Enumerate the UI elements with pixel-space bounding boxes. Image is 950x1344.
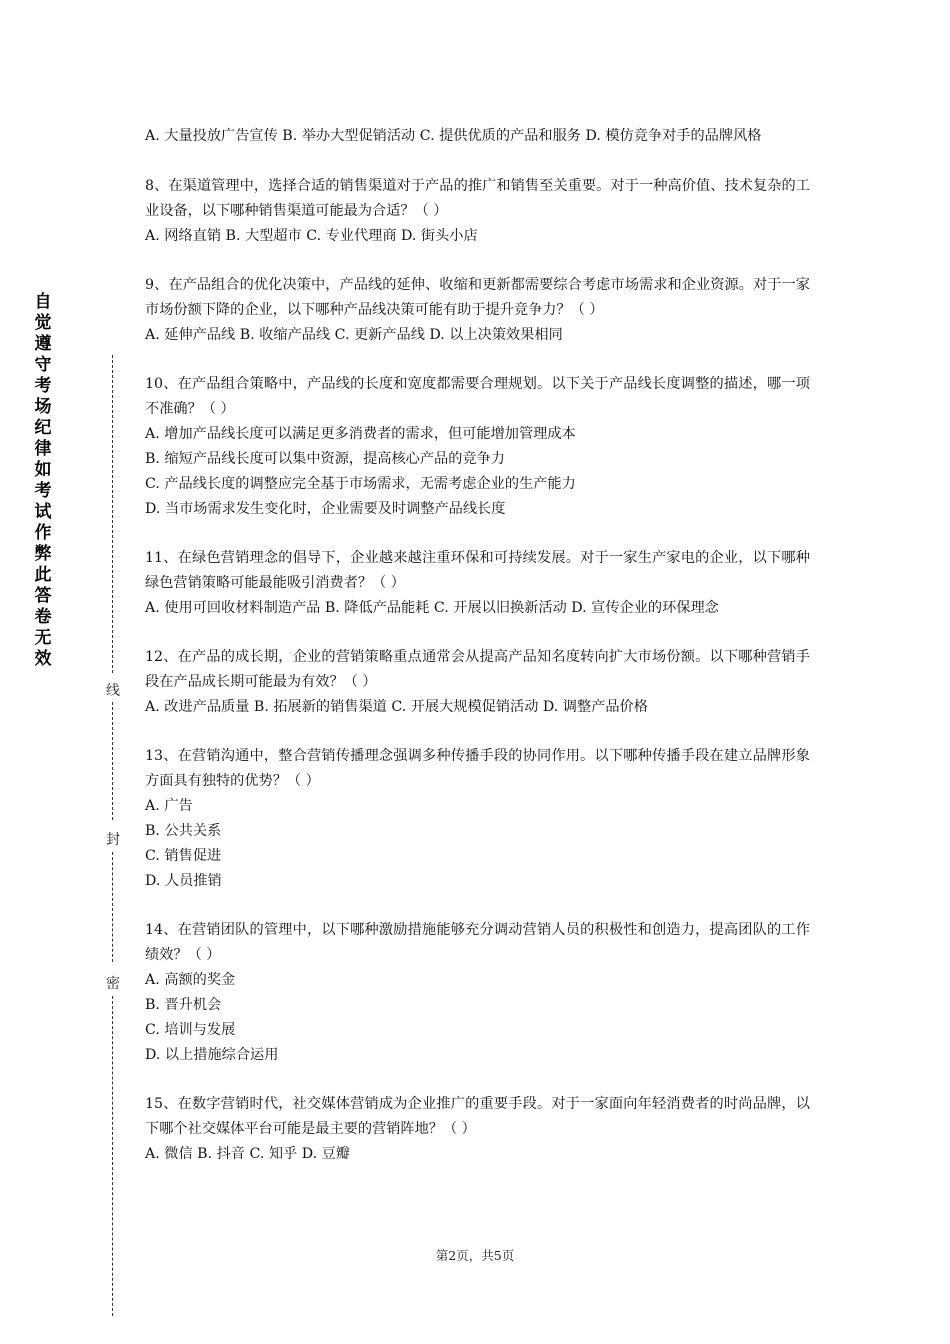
question-12	[145, 645, 810, 720]
notice-char: 此	[34, 565, 52, 585]
exam-discipline-notice	[32, 292, 54, 670]
option-d: D. 当市场需求发生变化时，企业需要及时调整产品线长度	[145, 501, 506, 517]
option-b: B. 晋升机会	[145, 997, 222, 1013]
option-b: B. 缩短产品线长度可以集中资源，提高核心产品的竞争力	[145, 451, 505, 467]
notice-char: 如	[34, 460, 52, 480]
notice-char: 无	[34, 628, 52, 648]
question-14	[145, 918, 810, 1068]
option-c: C. 培训与发展	[145, 1022, 236, 1038]
option-b: B. 公共关系	[145, 823, 222, 839]
binding-dashed-line	[112, 996, 113, 1316]
notice-char: 考	[34, 376, 52, 396]
notice-char: 作	[34, 523, 52, 543]
notice-char: 自	[34, 292, 52, 312]
question-options: A. 大量投放广告宣传 B. 举办大型促销活动 C. 提供优质的产品和服务 D. 模仿竞争对手的品牌风格	[145, 128, 762, 144]
question-options: A. 改进产品质量 B. 拓展新的销售渠道 C. 开展大规模促销活动 D. 调整产品价格	[145, 699, 648, 715]
question-10	[145, 372, 810, 522]
option-d: D. 人员推销	[145, 873, 222, 889]
question-15	[145, 1092, 810, 1167]
notice-char: 卷	[34, 607, 52, 627]
notice-char: 守	[34, 355, 52, 375]
notice-char: 遵	[34, 334, 52, 354]
option-c: C. 产品线长度的调整应完全基于市场需求，无需考虑企业的生产能力	[145, 476, 576, 492]
binding-label-line: 线	[106, 683, 120, 699]
notice-char: 效	[34, 649, 52, 669]
question-stem: 13、在营销沟通中，整合营销传播理念强调多种传播手段的协同作用。以下哪种传播手段在建立品牌形象方面具有独特的优势？（ ）	[145, 748, 810, 789]
question-8	[145, 174, 810, 249]
option-a: A. 增加产品线长度可以满足更多消费者的需求，但可能增加管理成本	[145, 426, 576, 442]
question-9	[145, 273, 810, 348]
question-stem: 15、在数字营销时代，社交媒体营销成为企业推广的重要手段。对于一家面向年轻消费者的时尚品牌，以下哪个社交媒体平台可能是最主要的营销阵地？（ ）	[145, 1096, 810, 1137]
question-stem: 10、在产品组合策略中，产品线的长度和宽度都需要合理规划。以下关于产品线长度调整的描述，哪一项不准确？（ ）	[145, 376, 810, 417]
question-stem: 8、在渠道管理中，选择合适的销售渠道对于产品的推广和销售至关重要。对于一种高价值、技术复杂的工业设备，以下哪种销售渠道可能最为合适？（ ）	[145, 178, 810, 219]
notice-char: 弊	[34, 544, 52, 564]
question-options: A. 微信 B. 抖音 C. 知乎 D. 豆瓣	[145, 1146, 350, 1162]
option-c: C. 销售促进	[145, 848, 222, 864]
notice-char: 律	[34, 439, 52, 459]
notice-char: 场	[34, 397, 52, 417]
option-a: A. 广告	[145, 798, 193, 814]
notice-char: 觉	[34, 313, 52, 333]
notice-char: 答	[34, 586, 52, 606]
question-13	[145, 744, 810, 894]
question-options: A. 使用可回收材料制造产品 B. 降低产品能耗 C. 开展以旧换新活动 D. 宣传企业的环保理念	[145, 600, 719, 616]
question-list	[145, 124, 810, 1191]
question-stem: 12、在产品的成长期，企业的营销策略重点通常会从提高产品知名度转向扩大市场份额。以下哪种营销手段在产品成长期可能最为有效？（ ）	[145, 649, 810, 690]
question-options: A. 延伸产品线 B. 收缩产品线 C. 更新产品线 D. 以上决策效果相同	[145, 327, 563, 343]
notice-char: 试	[34, 502, 52, 522]
question-11	[145, 546, 810, 621]
page-number: 第2页，共5页	[435, 1248, 515, 1263]
question-7-continued	[145, 124, 810, 149]
binding-dashed-line	[112, 702, 113, 820]
binding-dashed-line	[112, 355, 113, 673]
question-stem: 9、在产品组合的优化决策中，产品线的延伸、收缩和更新都需要综合考虑市场需求和企业资源。对于一家市场份额下降的企业，以下哪种产品线决策可能有助于提升竞争力？（ ）	[145, 277, 810, 318]
question-stem: 14、在营销团队的管理中，以下哪种激励措施能够充分调动营销人员的积极性和创造力，提高团队的工作绩效？（ ）	[145, 922, 810, 963]
question-stem: 11、在绿色营销理念的倡导下，企业越来越注重环保和可持续发展。对于一家生产家电的企业，以下哪种绿色营销策略可能最能吸引消费者？（ ）	[145, 550, 810, 591]
notice-char: 纪	[34, 418, 52, 438]
question-options: A. 网络直销 B. 大型超市 C. 专业代理商 D. 街头小店	[145, 228, 478, 244]
option-d: D. 以上措施综合运用	[145, 1047, 279, 1063]
binding-label-seal: 封	[106, 832, 120, 848]
option-a: A. 高额的奖金	[145, 972, 236, 988]
binding-dashed-line	[112, 852, 113, 962]
notice-char: 考	[34, 481, 52, 501]
binding-label-secret: 密	[106, 976, 120, 992]
